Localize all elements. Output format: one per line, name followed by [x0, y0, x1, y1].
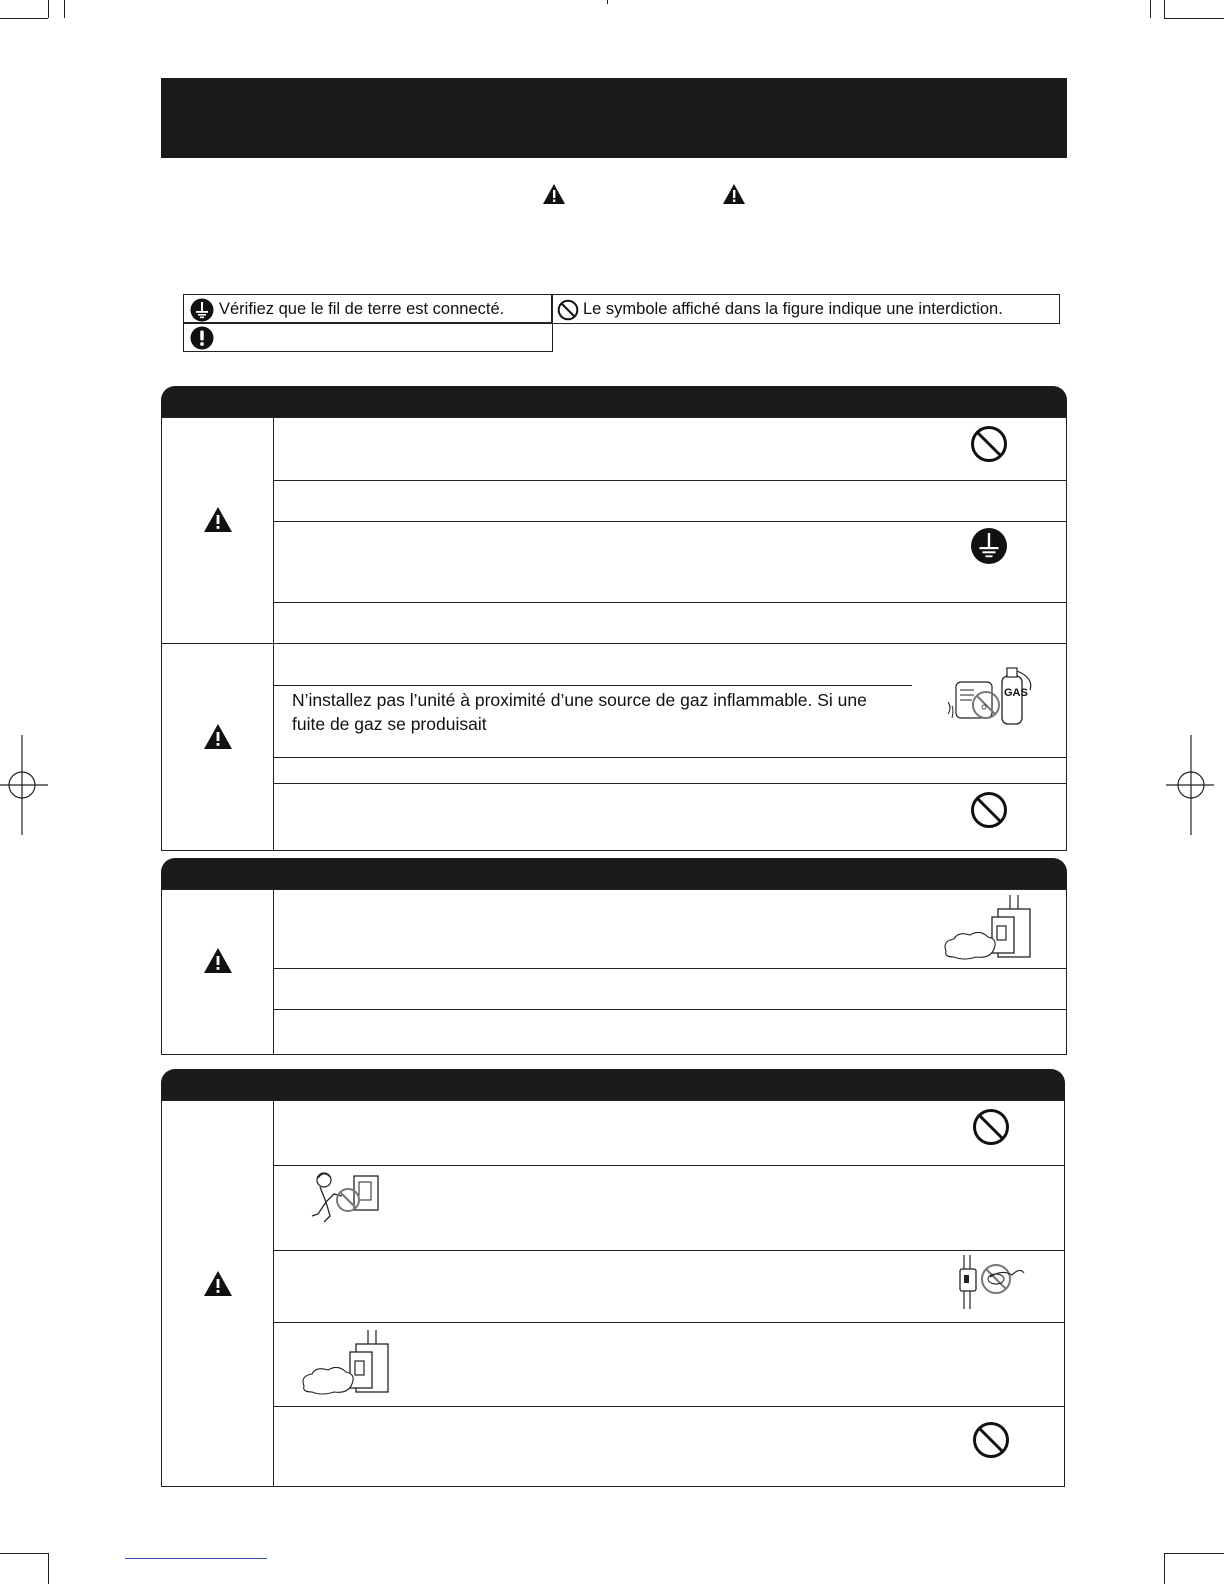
crop-mark	[48, 0, 49, 18]
crop-mark	[0, 18, 48, 19]
crop-mark	[1164, 1553, 1165, 1584]
row-divider	[273, 1250, 1065, 1251]
crop-mark	[0, 1553, 48, 1554]
registration-target-icon	[1166, 735, 1214, 835]
crop-mark	[1164, 18, 1224, 19]
prohibited-circle-icon	[969, 424, 1009, 464]
row-divider	[273, 602, 1067, 603]
ground-connection-icon	[190, 298, 214, 322]
title-banner	[161, 78, 1067, 158]
row-divider	[273, 757, 1067, 758]
row-divider	[273, 480, 1067, 481]
prohibited-circle-icon	[971, 1420, 1011, 1460]
section-1-header	[161, 386, 1067, 418]
row-divider	[273, 1165, 1065, 1166]
crop-mark	[1150, 0, 1151, 18]
gas-cylinder-illustration	[944, 662, 1038, 730]
legend-prohibition-text: Le symbole affiché dans la figure indique une interdiction.	[583, 300, 1003, 318]
plug-prohibited-illustration	[954, 1253, 1030, 1313]
crop-mark	[48, 1553, 49, 1584]
group-divider	[161, 643, 1067, 644]
person-touching-unit-illustration	[308, 1170, 382, 1228]
section-3-divider	[273, 1100, 274, 1487]
row-divider	[273, 1406, 1065, 1407]
warning-triangle-icon	[542, 183, 566, 205]
crop-mark	[1164, 0, 1165, 18]
section-1-divider	[273, 417, 274, 851]
prohibited-circle-icon	[557, 299, 579, 321]
row-divider	[273, 685, 912, 686]
warning-triangle-icon	[203, 506, 233, 533]
mandatory-exclamation-icon	[190, 326, 214, 350]
gas-label: GAS	[1004, 687, 1028, 699]
crop-mark	[607, 0, 608, 4]
circuit-breaker-illustration	[940, 893, 1036, 963]
section-2-box	[161, 889, 1067, 1055]
row-divider	[273, 521, 1067, 522]
warning-triangle-icon	[203, 723, 233, 750]
ground-connection-icon	[969, 526, 1009, 566]
prohibited-circle-icon	[971, 1107, 1011, 1147]
row-divider	[273, 968, 1067, 969]
row-divider	[273, 783, 1067, 784]
crop-mark	[1164, 1553, 1224, 1554]
section-1-box	[161, 417, 1067, 851]
legend-ground-text: Vérifiez que le fil de terre est connecté.	[219, 300, 505, 318]
section-3-box	[161, 1100, 1065, 1487]
legend-mandatory	[183, 322, 553, 352]
circuit-breaker-illustration	[298, 1328, 394, 1398]
gas-warning-text: N’installez pas l’unité à proximité d’une source de gaz inflammable. Si une fuite de gaz se produisait	[292, 690, 867, 734]
warning-triangle-icon	[203, 947, 233, 974]
legend-ground	[183, 294, 553, 324]
legend-prohibition	[551, 294, 1060, 324]
registration-target-icon	[0, 735, 48, 835]
section-2-divider	[273, 889, 274, 1055]
row-divider	[273, 1009, 1067, 1010]
warning-triangle-icon	[722, 183, 746, 205]
crop-mark	[64, 0, 65, 18]
row-divider	[273, 1322, 1065, 1323]
section-3-header	[161, 1069, 1065, 1101]
warning-triangle-icon	[203, 1270, 233, 1297]
prohibited-circle-icon	[969, 790, 1009, 830]
section-2-header	[161, 858, 1067, 890]
crop-mark	[125, 1558, 267, 1559]
